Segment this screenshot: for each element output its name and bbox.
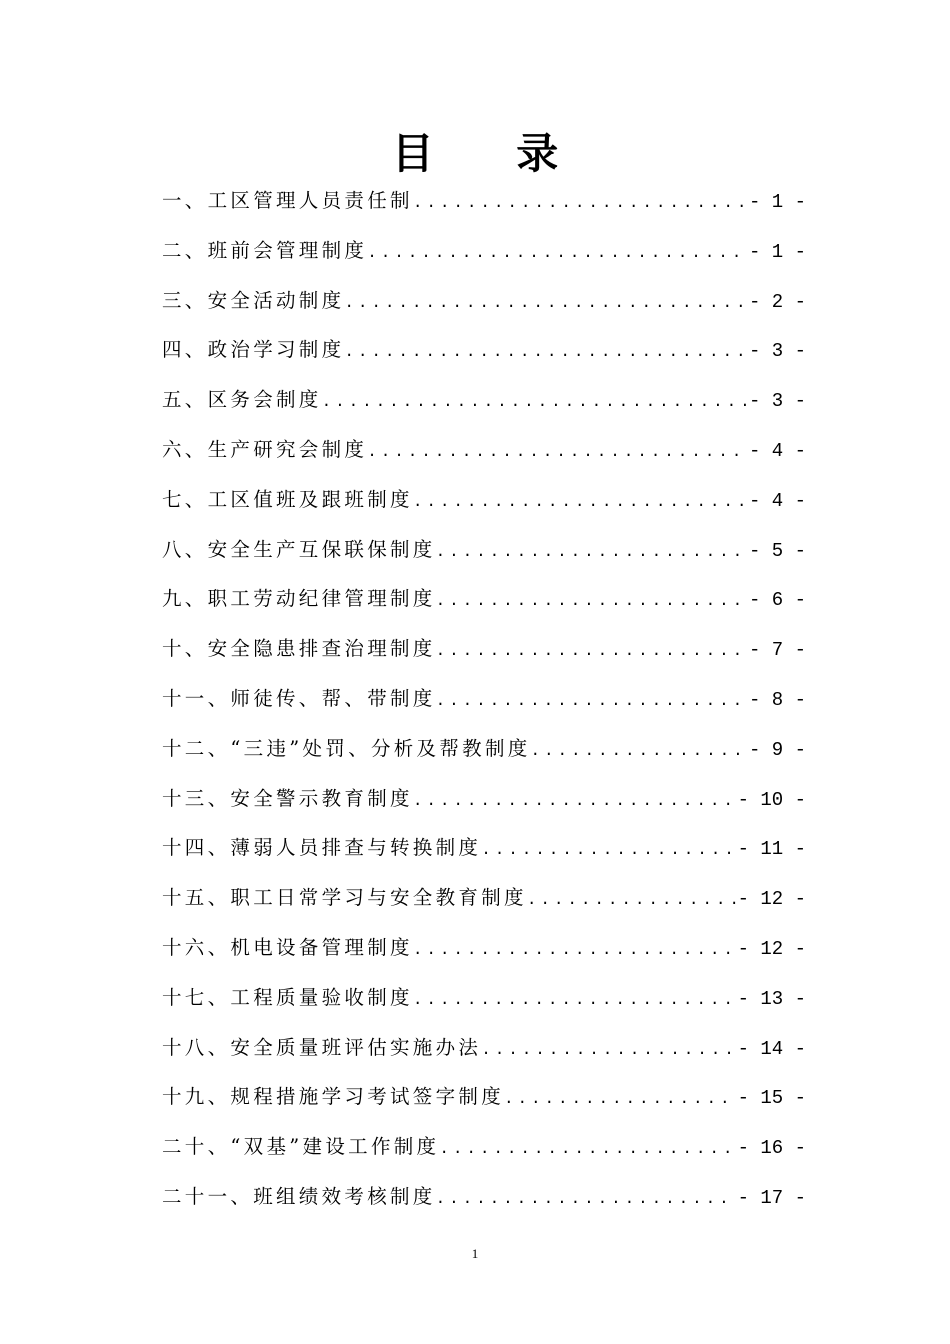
toc-entry-page: - 4 - xyxy=(748,439,806,462)
toc-entry[interactable] xyxy=(162,1023,806,1073)
toc-entry[interactable] xyxy=(162,375,806,425)
toc-entry-page: - 12 - xyxy=(737,937,806,960)
toc-dot-leader xyxy=(436,528,747,578)
toc-entry-page: - 8 - xyxy=(748,688,806,711)
toc-entry[interactable] xyxy=(162,973,806,1023)
toc-entry-page: - 10 - xyxy=(737,788,806,811)
toc-entry-label: 十一、师徒传、帮、带制度 xyxy=(162,686,436,710)
toc-entry-page: - 4 - xyxy=(748,489,806,512)
toc-entry[interactable] xyxy=(162,425,806,475)
toc-entry[interactable] xyxy=(162,1072,806,1122)
toc-entry[interactable] xyxy=(162,873,806,923)
toc-entry-page: - 5 - xyxy=(748,539,806,562)
toc-dot-leader xyxy=(413,777,736,827)
toc-entry-label: 五、区务会制度 xyxy=(162,388,322,412)
toc-entry-page: - 7 - xyxy=(748,639,806,662)
toc-dot-leader xyxy=(436,627,747,677)
toc-entry[interactable] xyxy=(162,525,806,575)
toc-entry-page: - 16 - xyxy=(737,1137,806,1160)
toc-entry[interactable] xyxy=(162,624,806,674)
toc-entry-label: 十四、薄弱人员排查与转换制度 xyxy=(162,836,482,860)
toc-entry-page: - 1 - xyxy=(748,240,806,263)
toc-list xyxy=(162,176,806,1222)
toc-entry-label: 十三、安全警示教育制度 xyxy=(162,786,413,810)
toc-entry-page: - 13 - xyxy=(737,987,806,1010)
toc-entry-label: 十七、工程质量验收制度 xyxy=(162,985,413,1009)
toc-entry[interactable] xyxy=(162,176,806,226)
toc-dot-leader xyxy=(413,179,747,229)
toc-title: 目 录 xyxy=(391,129,593,178)
toc-entry-label: 二、班前会管理制度 xyxy=(162,238,368,262)
toc-dot-leader xyxy=(436,1175,736,1225)
toc-entry-label: 九、职工劳动纪律管理制度 xyxy=(162,587,436,611)
toc-entry-label: 八、安全生产互保联保制度 xyxy=(162,537,436,561)
toc-entry[interactable] xyxy=(162,226,806,276)
toc-entry[interactable] xyxy=(162,724,806,774)
toc-entry-label: 十、安全隐患排查治理制度 xyxy=(162,637,436,661)
toc-entry-label: 三、安全活动制度 xyxy=(162,288,345,312)
toc-entry[interactable] xyxy=(162,823,806,873)
toc-entry-page: - 12 - xyxy=(737,888,806,911)
toc-entry-label: 六、生产研究会制度 xyxy=(162,437,368,461)
toc-dot-leader xyxy=(439,1125,735,1175)
toc-entry[interactable] xyxy=(162,475,806,525)
toc-dot-leader xyxy=(344,328,747,378)
toc-dot-leader xyxy=(436,677,747,727)
toc-dot-leader xyxy=(367,229,747,279)
toc-entry-page: - 1 - xyxy=(748,191,806,213)
toc-dot-leader xyxy=(481,826,735,876)
page-number: 1 xyxy=(471,1246,479,1261)
toc-entry-page: - 3 - xyxy=(748,390,806,413)
toc-dot-leader xyxy=(413,926,736,976)
toc-entry-page: - 14 - xyxy=(737,1037,806,1060)
toc-entry-page: - 17 - xyxy=(737,1186,806,1209)
toc-entry-page: - 9 - xyxy=(748,738,806,761)
toc-entry[interactable] xyxy=(162,276,806,326)
toc-entry[interactable] xyxy=(162,325,806,375)
toc-entry-label: 二十一、班组绩效考核制度 xyxy=(162,1184,436,1208)
toc-entry-label: 二十、“双基”建设工作制度 xyxy=(162,1135,440,1159)
toc-entry-label: 一、工区管理人员责任制 xyxy=(162,189,413,212)
toc-entry-page: - 2 - xyxy=(748,290,806,313)
toc-entry[interactable] xyxy=(162,1122,806,1172)
toc-entry-page: - 15 - xyxy=(737,1087,806,1110)
toc-entry-page: - 3 - xyxy=(748,340,806,363)
toc-entry-page: - 6 - xyxy=(748,589,806,612)
toc-dot-leader xyxy=(481,1026,735,1076)
toc-dot-leader xyxy=(367,428,747,478)
toc-entry-label: 十六、机电设备管理制度 xyxy=(162,935,413,959)
toc-entry-label: 十八、安全质量班评估实施办法 xyxy=(162,1035,482,1059)
toc-dot-leader xyxy=(413,976,736,1026)
toc-dot-leader xyxy=(322,378,747,428)
toc-entry[interactable] xyxy=(162,674,806,724)
toc-entry-page: - 11 - xyxy=(737,838,806,861)
toc-entry-label: 十九、规程措施学习考试签字制度 xyxy=(162,1085,505,1109)
toc-entry[interactable] xyxy=(162,774,806,824)
toc-dot-leader xyxy=(436,577,747,627)
toc-entry-label: 四、政治学习制度 xyxy=(162,338,345,362)
toc-dot-leader xyxy=(344,279,747,329)
toc-dot-leader xyxy=(531,727,747,777)
toc-dot-leader xyxy=(413,478,747,528)
toc-entry[interactable] xyxy=(162,1172,806,1222)
toc-entry-label: 七、工区值班及跟班制度 xyxy=(162,487,413,511)
toc-dot-leader xyxy=(504,1075,736,1125)
toc-entry-label: 十五、职工日常学习与安全教育制度 xyxy=(162,886,527,910)
toc-entry[interactable] xyxy=(162,923,806,973)
toc-entry[interactable] xyxy=(162,574,806,624)
toc-dot-leader xyxy=(527,876,736,926)
toc-entry-label: 十二、“三违”处罚、分析及帮教制度 xyxy=(162,736,531,760)
